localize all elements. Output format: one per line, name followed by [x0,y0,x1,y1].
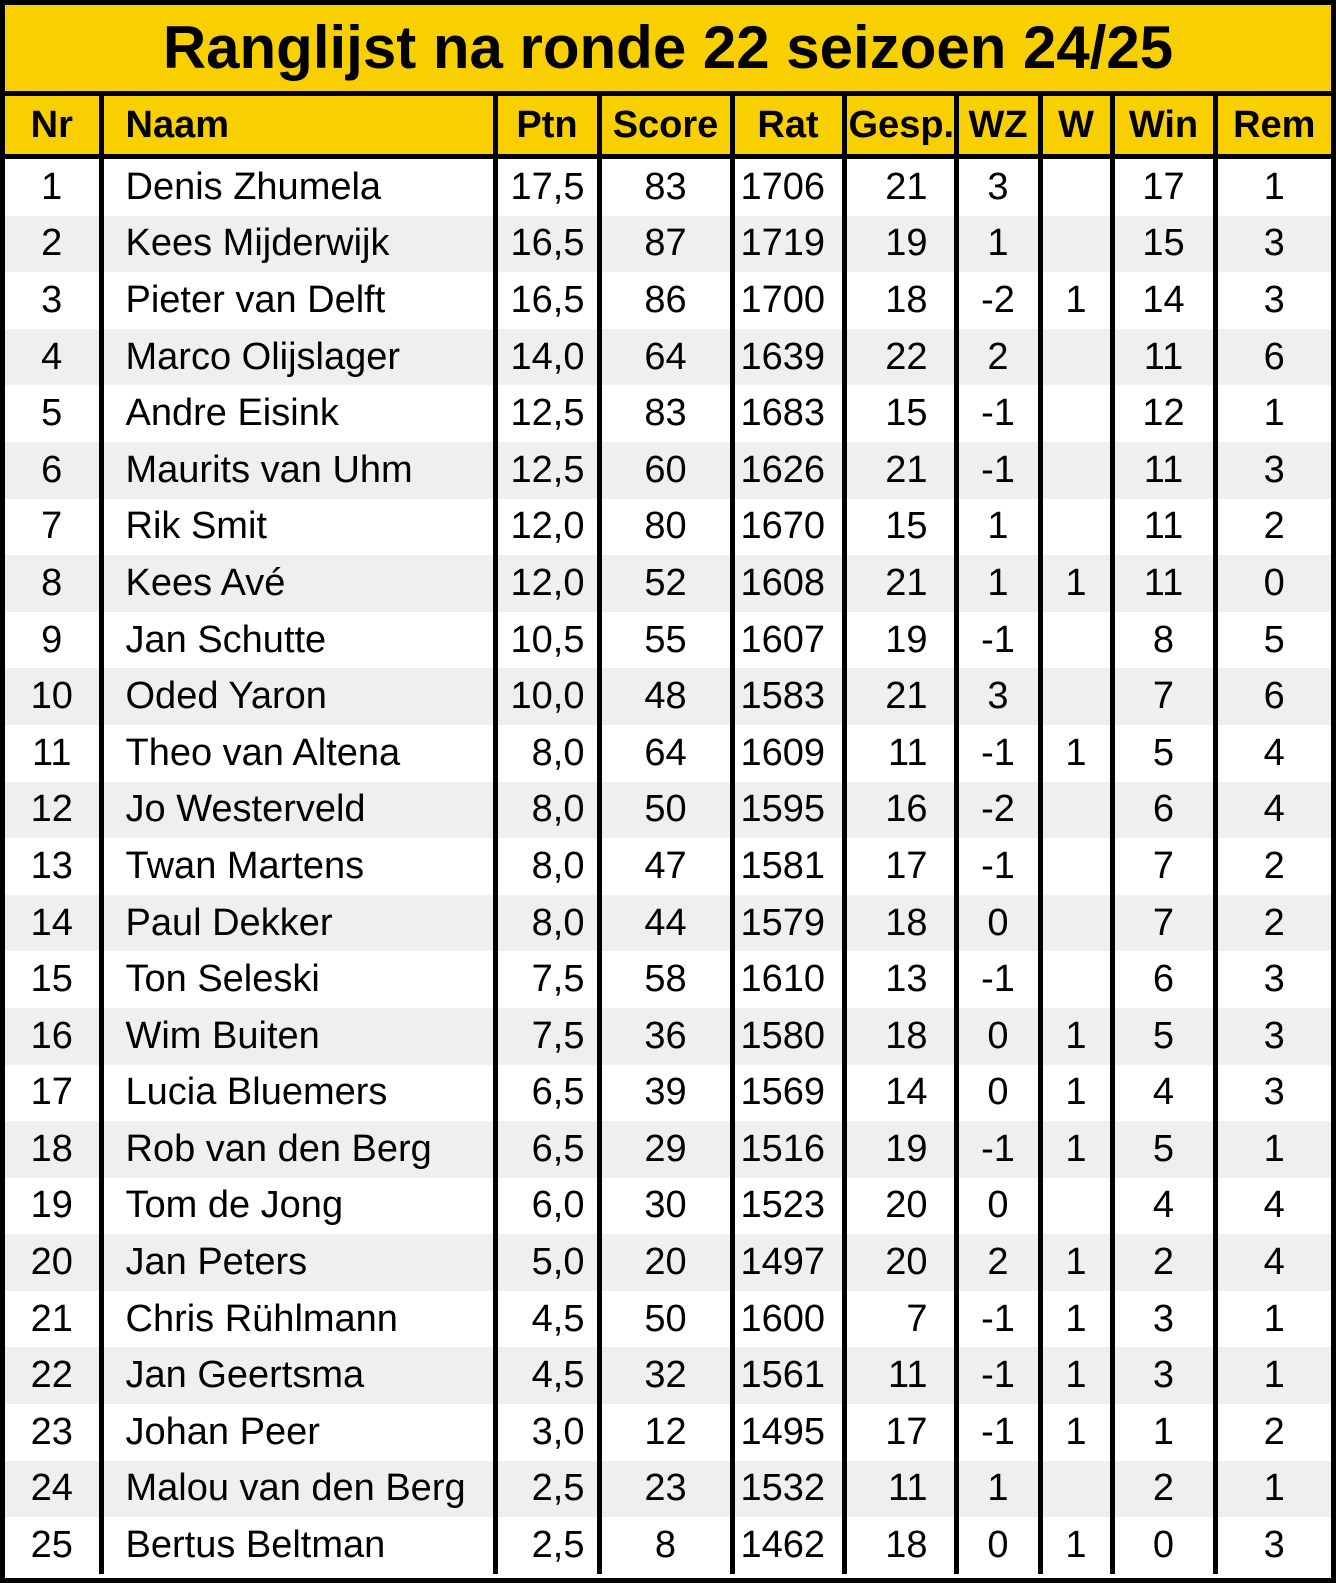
cell-score: 47 [599,838,732,895]
cell-wz: 0 [956,1008,1040,1065]
cell-w: 1 [1040,1517,1112,1574]
cell-win: 7 [1112,838,1215,895]
cell-score: 50 [599,1291,732,1348]
cell-gesp: 20 [844,1234,956,1291]
col-header-rem: Rem [1215,96,1331,157]
cell-nr: 12 [5,782,101,839]
cell-w [1040,216,1112,273]
table-row [5,1121,1331,1178]
cell-nr: 20 [5,1234,101,1291]
cell-w [1040,442,1112,499]
cell-naam: Jan Peters [101,1234,495,1291]
cell-gesp: 18 [844,1008,956,1065]
cell-win: 17 [1112,157,1215,216]
cell-win: 7 [1112,895,1215,952]
cell-nr: 5 [41,392,63,435]
table-row [5,668,1331,725]
cell-gesp: 15 [844,499,956,556]
cell-rem: 3 [1215,1065,1331,1122]
cell-score: 30 [599,1178,732,1235]
cell-ptn: 7,5 [495,951,599,1008]
cell-ptn: 10,5 [495,612,599,669]
cell-wz: -1 [956,951,1040,1008]
cell-rat: 1583 [732,668,844,725]
cell-win: 5 [1112,725,1215,782]
cell-rem: 0 [1215,555,1331,612]
cell-win: 6 [1112,782,1215,839]
cell-rem: 3 [1215,1517,1331,1574]
cell-wz: 2 [956,1234,1040,1291]
cell-score: 36 [599,1008,732,1065]
cell-nr: 18 [5,1121,101,1178]
cell-gesp: 11 [844,1347,956,1404]
cell-wz: 3 [956,157,1040,216]
cell-ptn: 12,5 [495,442,599,499]
table-row [5,442,1331,499]
cell-w [1040,838,1112,895]
cell-rat: 1495 [732,1404,844,1461]
col-header-rat: Rat [732,96,844,157]
cell-ptn: 3,0 [495,1404,599,1461]
cell-gesp: 18 [844,895,956,952]
table-row [5,499,1331,556]
standings-table [5,96,1331,1574]
cell-ptn: 17,5 [495,157,599,216]
cell-nr: 6 [5,442,101,499]
cell-rem: 2 [1215,1404,1331,1461]
cell-naam: Paul Dekker [101,895,495,952]
cell-naam: Theo van Altena [101,725,495,782]
table-row [5,1347,1331,1404]
cell-gesp: 7 [844,1291,956,1348]
cell-nr: 13 [30,844,73,887]
cell-win: 7 [1112,668,1215,725]
cell-wz: 0 [956,1178,1040,1235]
cell-naam: Marco Olijslager [101,329,495,386]
cell-gesp: 15 [844,385,956,442]
cell-naam: Jo Westerveld [101,782,495,839]
cell-w: 1 [1040,1347,1112,1404]
cell-score: 8 [599,1517,732,1574]
table-row [5,157,1331,216]
col-header-score: Score [599,96,732,157]
cell-w [1040,895,1112,952]
cell-rat: 1523 [732,1178,844,1235]
cell-ptn: 2,5 [495,1517,599,1574]
cell-nr: 24 [5,1461,101,1518]
cell-rat: 1683 [732,385,844,442]
cell-score: 23 [599,1461,732,1518]
cell-rat: 1497 [732,1234,844,1291]
cell-rem: 2 [1215,499,1331,556]
cell-rat: 1516 [732,1121,844,1178]
cell-naam: Oded Yaron [101,668,495,725]
cell-rat: 1626 [732,442,844,499]
cell-wz: -1 [956,725,1040,782]
cell-ptn: 4,5 [495,1347,599,1404]
cell-rat: 1700 [732,272,844,329]
cell-ptn: 6,0 [495,1178,599,1235]
col-header-wz: WZ [956,96,1040,157]
cell-win: 5 [1112,1008,1215,1065]
cell-rem: 4 [1215,725,1331,782]
cell-rem: 6 [1215,329,1331,386]
cell-rat: 1561 [732,1347,844,1404]
cell-wz: -1 [956,612,1040,669]
cell-w [1040,668,1112,725]
table-row [5,782,1331,839]
cell-rem: 4 [1215,782,1331,839]
cell-wz: 0 [956,895,1040,952]
cell-ptn: 14,0 [495,329,599,386]
cell-score: 55 [599,612,732,669]
table-row [5,1461,1331,1518]
cell-w [1040,1461,1112,1518]
cell-score: 29 [599,1121,732,1178]
cell-rem: 4 [1215,1178,1331,1235]
cell-nr: 8 [5,555,101,612]
cell-gesp: 21 [844,157,956,216]
cell-win: 11 [1112,329,1215,386]
table-row [5,1404,1331,1461]
cell-rem: 2 [1215,895,1331,952]
cell-gesp: 21 [844,668,956,725]
cell-rat: 1569 [732,1065,844,1122]
cell-wz: 3 [956,668,1040,725]
cell-nr: 9 [41,618,63,661]
cell-rat: 1462 [732,1517,844,1574]
cell-rem: 5 [1215,612,1331,669]
cell-nr: 16 [5,1008,101,1065]
cell-w [1040,951,1112,1008]
cell-score: 86 [599,272,732,329]
standings-body [5,157,1331,1574]
cell-wz: 1 [956,555,1040,612]
cell-naam: Ton Seleski [101,951,495,1008]
cell-naam: Wim Buiten [101,1008,495,1065]
cell-naam: Malou van den Berg [101,1461,495,1518]
table-row [5,838,1331,895]
cell-w [1040,499,1112,556]
cell-naam: Bertus Beltman [101,1517,495,1574]
table-row [5,555,1331,612]
page-title: Ranglijst na ronde 22 seizoen 24/25 [5,5,1331,96]
col-header-win: Win [1112,96,1215,157]
cell-nr: 1 [41,165,63,208]
cell-gesp: 20 [844,1178,956,1235]
cell-w [1040,329,1112,386]
cell-rem: 3 [1215,951,1331,1008]
cell-rat: 1610 [732,951,844,1008]
cell-wz: -1 [956,442,1040,499]
cell-score: 83 [599,157,732,216]
cell-gesp: 13 [844,951,956,1008]
cell-gesp: 21 [844,442,956,499]
cell-score: 20 [599,1234,732,1291]
cell-win: 0 [1112,1517,1215,1574]
cell-naam: Chris Rühlmann [101,1291,495,1348]
cell-rat: 1579 [732,895,844,952]
table-row [5,272,1331,329]
table-row [5,612,1331,669]
cell-naam: Pieter van Delft [101,272,495,329]
cell-gesp: 17 [844,838,956,895]
col-header-nr: Nr [5,96,101,157]
cell-score: 12 [599,1404,732,1461]
cell-win: 3 [1112,1291,1215,1348]
cell-rem: 1 [1215,385,1331,442]
cell-naam: Jan Schutte [101,612,495,669]
col-header-gesp: Gesp. [844,96,956,157]
cell-wz: 1 [956,216,1040,273]
cell-rat: 1595 [732,782,844,839]
cell-rem: 3 [1215,216,1331,273]
cell-ptn: 7,5 [495,1008,599,1065]
cell-gesp: 19 [844,612,956,669]
cell-win: 4 [1112,1178,1215,1235]
cell-rem: 1 [1215,1461,1331,1518]
cell-score: 52 [599,555,732,612]
cell-gesp: 21 [844,555,956,612]
cell-wz: -1 [956,385,1040,442]
cell-nr: 19 [30,1184,73,1227]
cell-win: 2 [1112,1234,1215,1291]
cell-rem: 1 [1215,1291,1331,1348]
cell-ptn: 12,0 [495,555,599,612]
cell-wz: -1 [956,838,1040,895]
cell-gesp: 19 [844,216,956,273]
table-row [5,1291,1331,1348]
cell-rem: 6 [1215,668,1331,725]
cell-rat: 1581 [732,838,844,895]
cell-ptn: 8,0 [495,782,599,839]
cell-w [1040,157,1112,216]
cell-ptn: 6,5 [495,1065,599,1122]
cell-rem: 4 [1215,1234,1331,1291]
table-row [5,1178,1331,1235]
cell-nr: 25 [30,1524,73,1567]
cell-ptn: 10,0 [495,668,599,725]
cell-nr: 22 [5,1347,101,1404]
cell-win: 4 [1112,1065,1215,1122]
cell-wz: 0 [956,1065,1040,1122]
cell-gesp: 11 [844,1461,956,1518]
cell-nr: 21 [30,1297,73,1340]
cell-w: 1 [1040,272,1112,329]
cell-score: 60 [599,442,732,499]
cell-ptn: 12,0 [495,499,599,556]
cell-gesp: 14 [844,1065,956,1122]
cell-gesp: 16 [844,782,956,839]
table-row [5,951,1331,1008]
cell-wz: -1 [956,1291,1040,1348]
cell-win: 8 [1112,612,1215,669]
cell-nr: 15 [30,958,73,1001]
cell-wz: -1 [956,1347,1040,1404]
cell-ptn: 8,0 [495,838,599,895]
table-row [5,385,1331,442]
table-row [5,1008,1331,1065]
cell-wz: 1 [956,499,1040,556]
cell-score: 39 [599,1065,732,1122]
cell-w: 1 [1040,1065,1112,1122]
cell-ptn: 5,0 [495,1234,599,1291]
cell-w: 1 [1040,1404,1112,1461]
cell-w [1040,612,1112,669]
table-row [5,725,1331,782]
cell-rem: 3 [1215,272,1331,329]
cell-rat: 1608 [732,555,844,612]
cell-gesp: 19 [844,1121,956,1178]
cell-rat: 1600 [732,1291,844,1348]
cell-naam: Jan Geertsma [101,1347,495,1404]
cell-rem: 3 [1215,442,1331,499]
cell-ptn: 2,5 [495,1461,599,1518]
cell-score: 87 [599,216,732,273]
cell-wz: 1 [956,1461,1040,1518]
cell-win: 14 [1112,272,1215,329]
cell-naam: Rik Smit [101,499,495,556]
cell-rat: 1706 [732,157,844,216]
cell-naam: Kees Mijderwijk [101,216,495,273]
cell-win: 11 [1112,499,1215,556]
cell-w [1040,385,1112,442]
cell-naam: Twan Martens [101,838,495,895]
cell-gesp: 18 [844,1517,956,1574]
cell-w: 1 [1040,1234,1112,1291]
cell-win: 1 [1112,1404,1215,1461]
cell-rem: 3 [1215,1008,1331,1065]
cell-ptn: 16,5 [495,216,599,273]
cell-w [1040,1178,1112,1235]
cell-naam: Maurits van Uhm [101,442,495,499]
cell-gesp: 17 [844,1404,956,1461]
cell-w: 1 [1040,1008,1112,1065]
cell-nr: 2 [5,216,101,273]
cell-nr: 3 [41,278,63,321]
cell-score: 80 [599,499,732,556]
cell-gesp: 18 [844,272,956,329]
cell-ptn: 16,5 [495,272,599,329]
table-row [5,216,1331,273]
cell-rem: 1 [1215,1347,1331,1404]
cell-naam: Denis Zhumela [101,157,495,216]
cell-rat: 1639 [732,329,844,386]
col-header-w: W [1040,96,1112,157]
cell-rat: 1532 [732,1461,844,1518]
cell-win: 2 [1112,1461,1215,1518]
cell-gesp: 11 [844,725,956,782]
cell-score: 44 [599,895,732,952]
cell-nr: 10 [5,668,101,725]
table-row [5,895,1331,952]
cell-ptn: 8,0 [495,725,599,782]
cell-gesp: 22 [844,329,956,386]
cell-w [1040,782,1112,839]
cell-naam: Kees Avé [101,555,495,612]
cell-w: 1 [1040,1291,1112,1348]
cell-rat: 1607 [732,612,844,669]
cell-w: 1 [1040,555,1112,612]
cell-rat: 1580 [732,1008,844,1065]
cell-win: 6 [1112,951,1215,1008]
cell-naam: Rob van den Berg [101,1121,495,1178]
cell-rat: 1609 [732,725,844,782]
cell-wz: -2 [956,272,1040,329]
cell-score: 32 [599,1347,732,1404]
cell-score: 83 [599,385,732,442]
cell-rem: 2 [1215,838,1331,895]
cell-win: 15 [1112,216,1215,273]
table-row [5,329,1331,386]
table-row [5,1065,1331,1122]
cell-nr: 14 [5,895,101,952]
cell-win: 11 [1112,442,1215,499]
cell-w: 1 [1040,725,1112,782]
cell-rem: 1 [1215,157,1331,216]
col-header-naam: Naam [101,96,495,157]
cell-score: 64 [599,725,732,782]
cell-wz: -2 [956,782,1040,839]
cell-score: 64 [599,329,732,386]
cell-ptn: 6,5 [495,1121,599,1178]
cell-ptn: 12,5 [495,385,599,442]
cell-w: 1 [1040,1121,1112,1178]
cell-win: 11 [1112,555,1215,612]
cell-win: 5 [1112,1121,1215,1178]
cell-naam: Lucia Bluemers [101,1065,495,1122]
cell-win: 3 [1112,1347,1215,1404]
cell-wz: -1 [956,1404,1040,1461]
cell-rat: 1719 [732,216,844,273]
cell-wz: -1 [956,1121,1040,1178]
cell-rem: 1 [1215,1121,1331,1178]
cell-nr: 11 [32,731,72,774]
cell-score: 48 [599,668,732,725]
cell-wz: 0 [956,1517,1040,1574]
cell-nr: 7 [41,505,63,548]
cell-score: 58 [599,951,732,1008]
cell-ptn: 8,0 [495,895,599,952]
cell-naam: Johan Peer [101,1404,495,1461]
cell-win: 12 [1112,385,1215,442]
table-row [5,1517,1331,1574]
cell-naam: Tom de Jong [101,1178,495,1235]
col-header-ptn: Ptn [495,96,599,157]
cell-nr: 4 [5,329,101,386]
cell-score: 50 [599,782,732,839]
cell-wz: 2 [956,329,1040,386]
header-row [5,96,1331,157]
cell-ptn: 4,5 [495,1291,599,1348]
table-row [5,1234,1331,1291]
cell-naam: Andre Eisink [101,385,495,442]
cell-rat: 1670 [732,499,844,556]
cell-nr: 17 [30,1071,73,1114]
cell-nr: 23 [30,1410,73,1453]
